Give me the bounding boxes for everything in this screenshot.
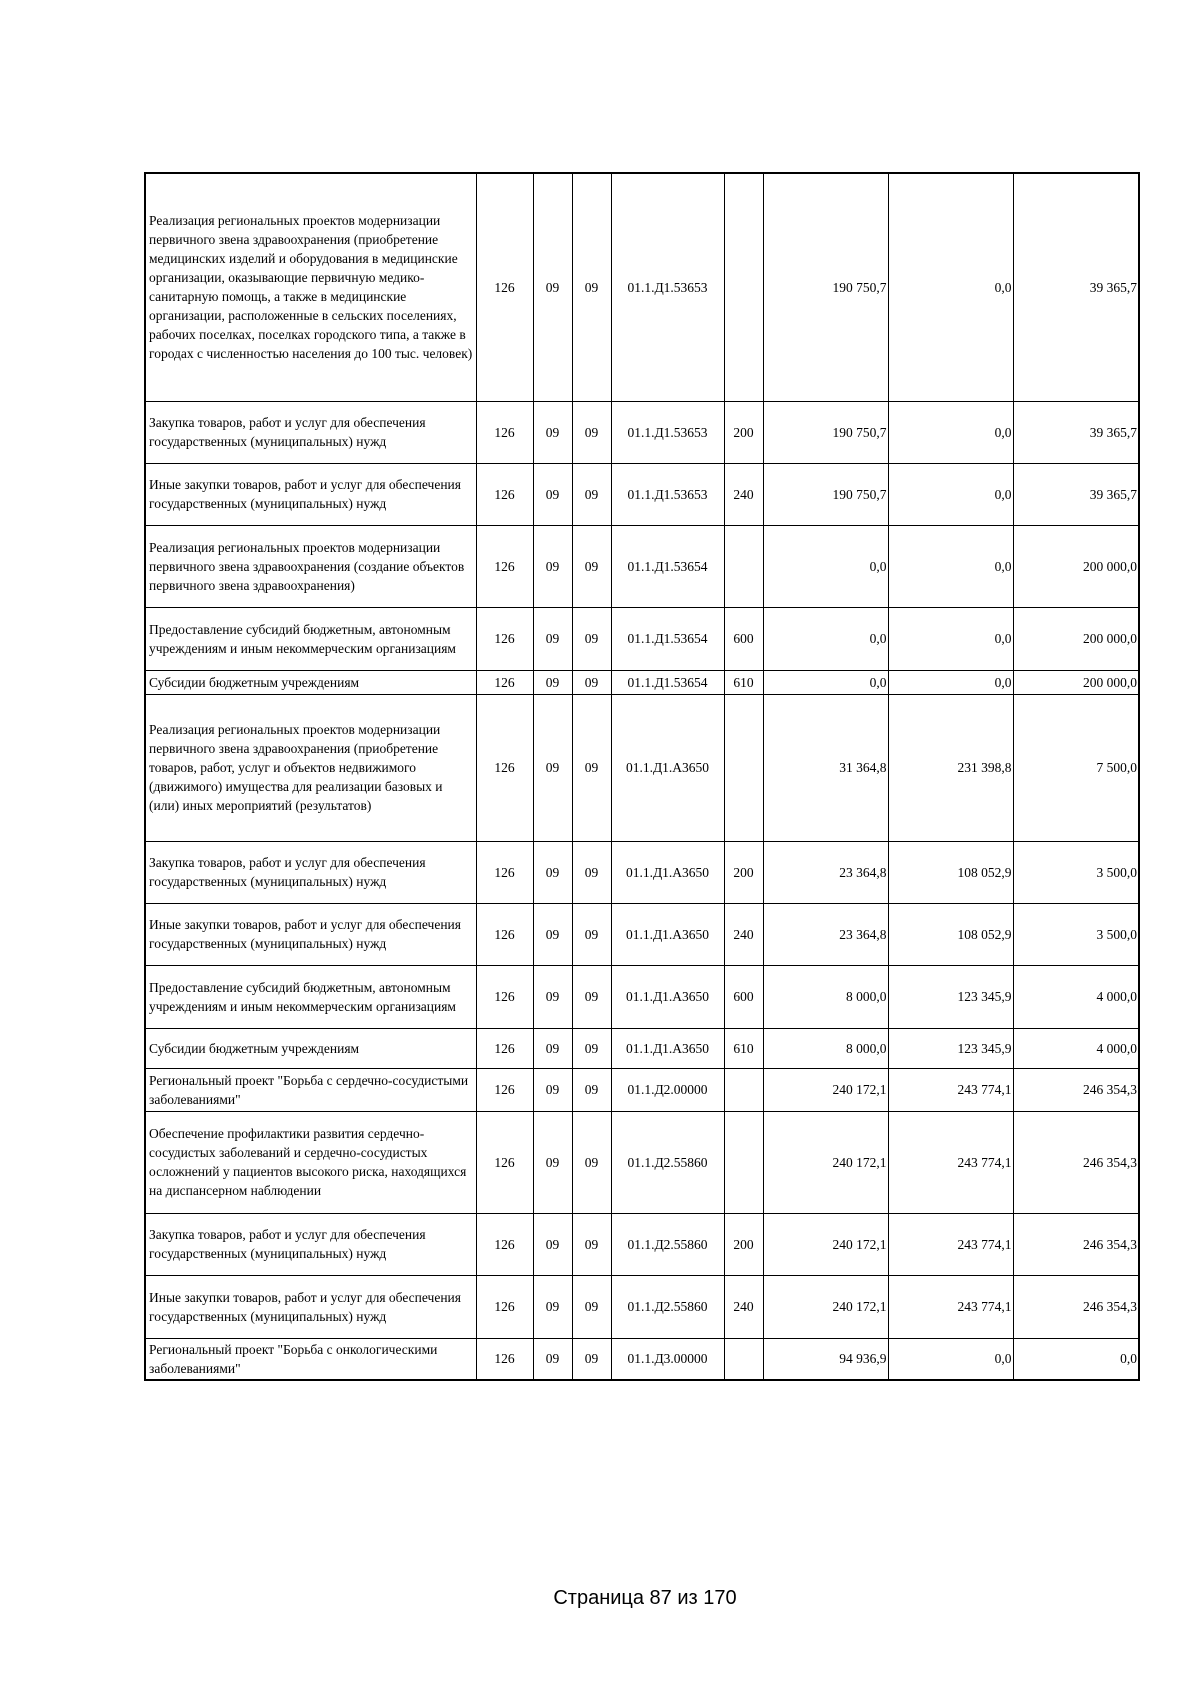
row-year3: 246 354,3 <box>1013 1111 1139 1213</box>
row-year2: 0,0 <box>888 670 1013 694</box>
row-year2: 123 345,9 <box>888 965 1013 1028</box>
row-pr: 09 <box>572 1275 611 1338</box>
row-vr: 610 <box>724 670 763 694</box>
row-grbs: 126 <box>476 1028 533 1068</box>
row-rz: 09 <box>533 173 572 401</box>
row-name: Субсидии бюджетным учреждениям <box>145 1028 476 1068</box>
table-row <box>145 463 1139 525</box>
row-rz: 09 <box>533 401 572 463</box>
row-year2: 0,0 <box>888 401 1013 463</box>
row-pr: 09 <box>572 1338 611 1380</box>
row-year3: 200 000,0 <box>1013 607 1139 670</box>
row-year3: 3 500,0 <box>1013 903 1139 965</box>
row-vr: 600 <box>724 965 763 1028</box>
row-rz: 09 <box>533 1068 572 1111</box>
row-pr: 09 <box>572 1028 611 1068</box>
row-year1: 240 172,1 <box>763 1068 888 1111</box>
table-row <box>145 1275 1139 1338</box>
row-name: Обеспечение профилактики развития сердечно-сосудистых заболеваний и сердечно-сосудистых осложнений у пациентов высокого риска, находящихся на диспансерном наблюдении <box>145 1111 476 1213</box>
row-year2: 0,0 <box>888 525 1013 607</box>
row-csr: 01.1.Д1.53653 <box>611 463 724 525</box>
row-rz: 09 <box>533 670 572 694</box>
row-year1: 23 364,8 <box>763 903 888 965</box>
row-year1: 0,0 <box>763 607 888 670</box>
table-row <box>145 607 1139 670</box>
row-name: Иные закупки товаров, работ и услуг для обеспечения государственных (муниципальных) нужд <box>145 463 476 525</box>
row-year3: 4 000,0 <box>1013 1028 1139 1068</box>
row-pr: 09 <box>572 173 611 401</box>
row-csr: 01.1.Д2.55860 <box>611 1275 724 1338</box>
table-row <box>145 1028 1139 1068</box>
row-grbs: 126 <box>476 965 533 1028</box>
row-pr: 09 <box>572 525 611 607</box>
row-vr <box>724 694 763 841</box>
row-name: Предоставление субсидий бюджетным, автономным учреждениям и иным некоммерческим организациям <box>145 607 476 670</box>
row-rz: 09 <box>533 1338 572 1380</box>
row-grbs: 126 <box>476 1213 533 1275</box>
row-pr: 09 <box>572 965 611 1028</box>
row-name: Реализация региональных проектов модернизации первичного звена здравоохранения (приобретение товаров, работ, услуг и объектов недвижимого (движимого) имущества для реализации базовых и (или) иных мероприятий (результатов) <box>145 694 476 841</box>
row-year1: 190 750,7 <box>763 401 888 463</box>
table-row <box>145 1111 1139 1213</box>
row-csr: 01.1.Д1.53653 <box>611 401 724 463</box>
row-grbs: 126 <box>476 1068 533 1111</box>
row-vr: 610 <box>724 1028 763 1068</box>
row-csr: 01.1.Д1.53654 <box>611 525 724 607</box>
table-row <box>145 1213 1139 1275</box>
row-year2: 231 398,8 <box>888 694 1013 841</box>
row-year1: 31 364,8 <box>763 694 888 841</box>
row-rz: 09 <box>533 1111 572 1213</box>
row-name: Субсидии бюджетным учреждениям <box>145 670 476 694</box>
row-name: Закупка товаров, работ и услуг для обеспечения государственных (муниципальных) нужд <box>145 1213 476 1275</box>
row-pr: 09 <box>572 694 611 841</box>
row-year1: 8 000,0 <box>763 1028 888 1068</box>
row-csr: 01.1.Д2.55860 <box>611 1111 724 1213</box>
row-year3: 200 000,0 <box>1013 525 1139 607</box>
row-rz: 09 <box>533 903 572 965</box>
row-year2: 0,0 <box>888 173 1013 401</box>
row-pr: 09 <box>572 401 611 463</box>
row-year3: 39 365,7 <box>1013 173 1139 401</box>
row-year3: 200 000,0 <box>1013 670 1139 694</box>
row-year1: 8 000,0 <box>763 965 888 1028</box>
row-csr: 01.1.Д1.53654 <box>611 607 724 670</box>
row-pr: 09 <box>572 1068 611 1111</box>
row-year1: 94 936,9 <box>763 1338 888 1380</box>
row-year3: 246 354,3 <box>1013 1275 1139 1338</box>
table-row <box>145 525 1139 607</box>
row-year2: 243 774,1 <box>888 1275 1013 1338</box>
table-row <box>145 670 1139 694</box>
row-grbs: 126 <box>476 670 533 694</box>
row-year1: 240 172,1 <box>763 1213 888 1275</box>
row-rz: 09 <box>533 607 572 670</box>
row-year1: 190 750,7 <box>763 463 888 525</box>
table-row <box>145 173 1139 401</box>
table-row <box>145 965 1139 1028</box>
row-year2: 108 052,9 <box>888 841 1013 903</box>
row-grbs: 126 <box>476 607 533 670</box>
row-csr: 01.1.Д3.00000 <box>611 1338 724 1380</box>
row-year3: 246 354,3 <box>1013 1068 1139 1111</box>
row-csr: 01.1.Д1.А3650 <box>611 965 724 1028</box>
row-pr: 09 <box>572 1213 611 1275</box>
row-csr: 01.1.Д1.53654 <box>611 670 724 694</box>
row-grbs: 126 <box>476 1338 533 1380</box>
row-year2: 123 345,9 <box>888 1028 1013 1068</box>
row-csr: 01.1.Д2.55860 <box>611 1213 724 1275</box>
table-row <box>145 1338 1139 1380</box>
row-grbs: 126 <box>476 1275 533 1338</box>
row-year3: 7 500,0 <box>1013 694 1139 841</box>
row-grbs: 126 <box>476 525 533 607</box>
row-name: Реализация региональных проектов модернизации первичного звена здравоохранения (приобретение медицинских изделий и оборудования в медицинские организации, оказывающие первичную медико-санитарную помощь, а также в медицинские организации, расположенные в сельских поселениях, рабочих поселках, поселках городского типа, а также в городах с численностью населения до 100 тыс. человек) <box>145 173 476 401</box>
row-rz: 09 <box>533 965 572 1028</box>
row-grbs: 126 <box>476 694 533 841</box>
row-grbs: 126 <box>476 463 533 525</box>
table-row <box>145 694 1139 841</box>
row-year1: 23 364,8 <box>763 841 888 903</box>
row-year2: 0,0 <box>888 607 1013 670</box>
row-year2: 0,0 <box>888 463 1013 525</box>
row-pr: 09 <box>572 1111 611 1213</box>
row-year3: 246 354,3 <box>1013 1213 1139 1275</box>
table-row <box>145 401 1139 463</box>
row-name: Предоставление субсидий бюджетным, автономным учреждениям и иным некоммерческим организациям <box>145 965 476 1028</box>
row-year2: 243 774,1 <box>888 1068 1013 1111</box>
row-grbs: 126 <box>476 841 533 903</box>
row-vr: 600 <box>724 607 763 670</box>
table-row <box>145 841 1139 903</box>
row-rz: 09 <box>533 525 572 607</box>
row-rz: 09 <box>533 694 572 841</box>
row-year2: 0,0 <box>888 1338 1013 1380</box>
row-vr <box>724 173 763 401</box>
row-year1: 240 172,1 <box>763 1275 888 1338</box>
row-csr: 01.1.Д1.А3650 <box>611 694 724 841</box>
page-number: Страница 87 из 170 <box>553 1587 737 1609</box>
row-year3: 39 365,7 <box>1013 401 1139 463</box>
row-csr: 01.1.Д2.00000 <box>611 1068 724 1111</box>
budget-table <box>144 172 1140 1381</box>
row-name: Региональный проект "Борьба с онкологическими заболеваниями" <box>145 1338 476 1380</box>
row-grbs: 126 <box>476 401 533 463</box>
row-year2: 108 052,9 <box>888 903 1013 965</box>
row-rz: 09 <box>533 1028 572 1068</box>
row-csr: 01.1.Д1.А3650 <box>611 1028 724 1068</box>
row-name: Закупка товаров, работ и услуг для обеспечения государственных (муниципальных) нужд <box>145 401 476 463</box>
row-csr: 01.1.Д1.53653 <box>611 173 724 401</box>
row-pr: 09 <box>572 841 611 903</box>
row-grbs: 126 <box>476 903 533 965</box>
row-vr: 240 <box>724 463 763 525</box>
row-name: Иные закупки товаров, работ и услуг для обеспечения государственных (муниципальных) нужд <box>145 903 476 965</box>
row-vr: 200 <box>724 1213 763 1275</box>
row-vr: 200 <box>724 401 763 463</box>
row-vr: 240 <box>724 903 763 965</box>
row-vr <box>724 525 763 607</box>
row-year1: 0,0 <box>763 670 888 694</box>
row-rz: 09 <box>533 463 572 525</box>
row-name: Реализация региональных проектов модернизации первичного звена здравоохранения (создание объектов первичного звена здравоохранения) <box>145 525 476 607</box>
row-year2: 243 774,1 <box>888 1111 1013 1213</box>
row-vr <box>724 1068 763 1111</box>
row-year3: 0,0 <box>1013 1338 1139 1380</box>
row-vr: 200 <box>724 841 763 903</box>
row-csr: 01.1.Д1.А3650 <box>611 903 724 965</box>
row-pr: 09 <box>572 903 611 965</box>
row-year3: 3 500,0 <box>1013 841 1139 903</box>
row-pr: 09 <box>572 670 611 694</box>
row-name: Региональный проект "Борьба с сердечно-сосудистыми заболеваниями" <box>145 1068 476 1111</box>
row-rz: 09 <box>533 1213 572 1275</box>
row-year3: 39 365,7 <box>1013 463 1139 525</box>
row-rz: 09 <box>533 841 572 903</box>
row-name: Закупка товаров, работ и услуг для обеспечения государственных (муниципальных) нужд <box>145 841 476 903</box>
table-row <box>145 903 1139 965</box>
row-year1: 0,0 <box>763 525 888 607</box>
row-pr: 09 <box>572 463 611 525</box>
row-vr: 240 <box>724 1275 763 1338</box>
row-pr: 09 <box>572 607 611 670</box>
row-year1: 240 172,1 <box>763 1111 888 1213</box>
row-year2: 243 774,1 <box>888 1213 1013 1275</box>
row-grbs: 126 <box>476 1111 533 1213</box>
row-vr <box>724 1338 763 1380</box>
row-year3: 4 000,0 <box>1013 965 1139 1028</box>
row-vr <box>724 1111 763 1213</box>
row-grbs: 126 <box>476 173 533 401</box>
row-year1: 190 750,7 <box>763 173 888 401</box>
row-name: Иные закупки товаров, работ и услуг для обеспечения государственных (муниципальных) нужд <box>145 1275 476 1338</box>
table-row <box>145 1068 1139 1111</box>
row-rz: 09 <box>533 1275 572 1338</box>
row-csr: 01.1.Д1.А3650 <box>611 841 724 903</box>
